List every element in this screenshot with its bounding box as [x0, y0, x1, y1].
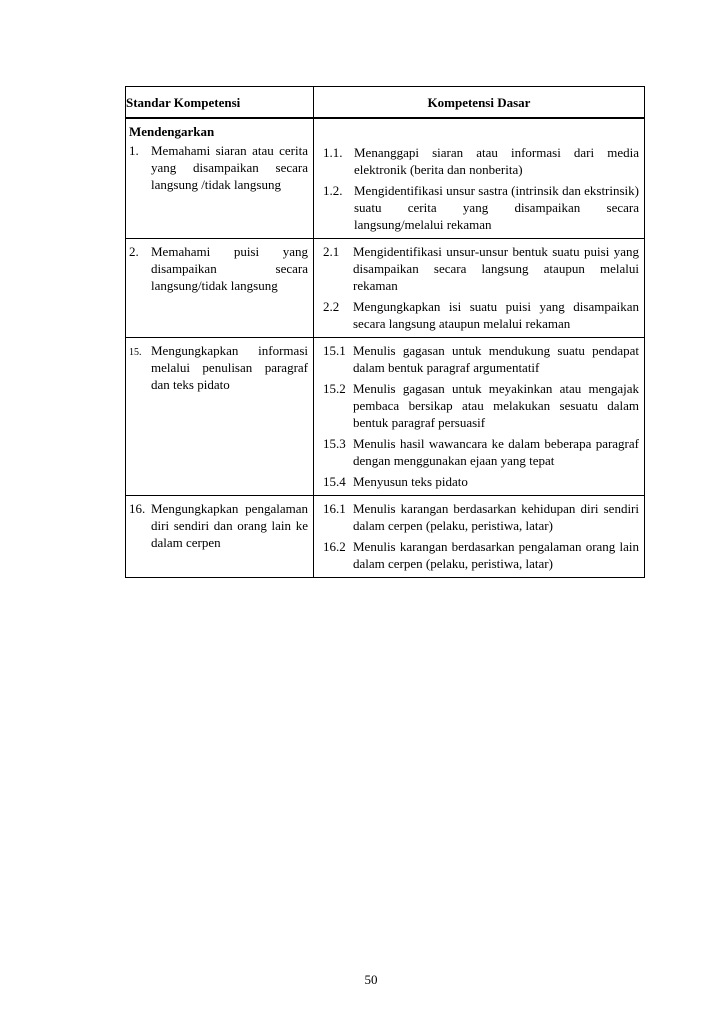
kd-number: 2.2: [323, 299, 340, 314]
sk-number: 2.: [129, 244, 139, 259]
section-title: Mendengarkan: [129, 124, 215, 139]
header-kompetensi-dasar: Kompetensi Dasar: [314, 87, 645, 119]
kd-text: Mengungkapkan isi suatu puisi yang disampaikan secara langsung ataupun melalui rekaman: [353, 299, 639, 331]
table-row: [126, 496, 645, 578]
kd-item: [323, 342, 639, 376]
table-header-row: [126, 87, 645, 119]
sk-cell: [126, 239, 314, 338]
kd-number: 16.1: [323, 501, 346, 516]
kd-text: Menyusun teks pidato: [353, 474, 468, 489]
kd-item: [323, 435, 639, 469]
kd-number: 1.1.: [323, 145, 343, 160]
kd-text: Menanggapi siaran atau informasi dari media elektronik (berita dan nonberita): [354, 145, 639, 177]
table-row: [126, 118, 645, 239]
kd-item: [323, 243, 639, 294]
sk-text: Mengungkapkan pengalaman diri sendiri dan orang lain ke dalam cerpen: [151, 501, 308, 550]
table-row: [126, 338, 645, 496]
sk-number: 1.: [129, 143, 139, 158]
kd-item: [323, 473, 639, 490]
kd-item: [323, 538, 639, 572]
kd-item: [323, 182, 639, 233]
kd-text: Mengidentifikasi unsur sastra (intrinsik dan ekstrinsik) suatu cerita yang disampaikan secara langsung/melalui rekaman: [354, 183, 639, 232]
kd-text: Menulis gagasan untuk meyakinkan atau mengajak pembaca bersikap atau melakukan sesuatu dalam bentuk paragraf persuasif: [353, 381, 639, 430]
kd-item: [323, 380, 639, 431]
kd-item: [323, 500, 639, 534]
sk-text: Mengungkapkan informasi melalui penulisan paragraf dan teks pidato: [151, 343, 308, 392]
kd-cell: [314, 118, 645, 239]
kd-item: [323, 144, 639, 178]
kd-number: 15.1: [323, 343, 346, 358]
kd-text: Menulis karangan berdasarkan kehidupan diri sendiri dalam cerpen (pelaku, peristiwa, latar): [353, 501, 639, 533]
kd-number: 2.1: [323, 244, 340, 259]
sk-number: 15.: [129, 347, 142, 358]
kd-cell: [314, 496, 645, 578]
kd-item: [323, 298, 639, 332]
sk-cell: [126, 118, 314, 239]
sk-cell: [126, 496, 314, 578]
kd-number: 15.4: [323, 474, 346, 489]
header-standar-kompetensi: Standar Kompetensi: [126, 87, 314, 119]
kd-cell: [314, 239, 645, 338]
table-row: [126, 239, 645, 338]
kd-number: 16.2: [323, 539, 346, 554]
kd-text: Menulis gagasan untuk mendukung suatu pendapat dalam bentuk paragraf argumentatif: [353, 343, 639, 375]
kd-text: Mengidentifikasi unsur-unsur bentuk suatu puisi yang disampaikan secara langsung ataupun melalui rekaman: [353, 244, 639, 293]
competency-table: [125, 86, 645, 578]
kd-text: Menulis karangan berdasarkan pengalaman orang lain dalam cerpen (pelaku, peristiwa, latar): [353, 539, 639, 571]
kd-number: 15.2: [323, 381, 346, 396]
kd-number: 15.3: [323, 436, 346, 451]
sk-cell: [126, 338, 314, 496]
sk-text: Memahami puisi yang disampaikan secara langsung/tidak langsung: [151, 244, 308, 293]
kd-cell: [314, 338, 645, 496]
kd-number: 1.2.: [323, 183, 343, 198]
page-number: 50: [364, 972, 378, 987]
kd-text: Menulis hasil wawancara ke dalam beberapa paragraf dengan menggunakan ejaan yang tepat: [353, 436, 639, 468]
sk-number: 16.: [129, 501, 146, 516]
sk-text: Memahami siaran atau cerita yang disampaikan secara langsung /tidak langsung: [151, 143, 308, 192]
